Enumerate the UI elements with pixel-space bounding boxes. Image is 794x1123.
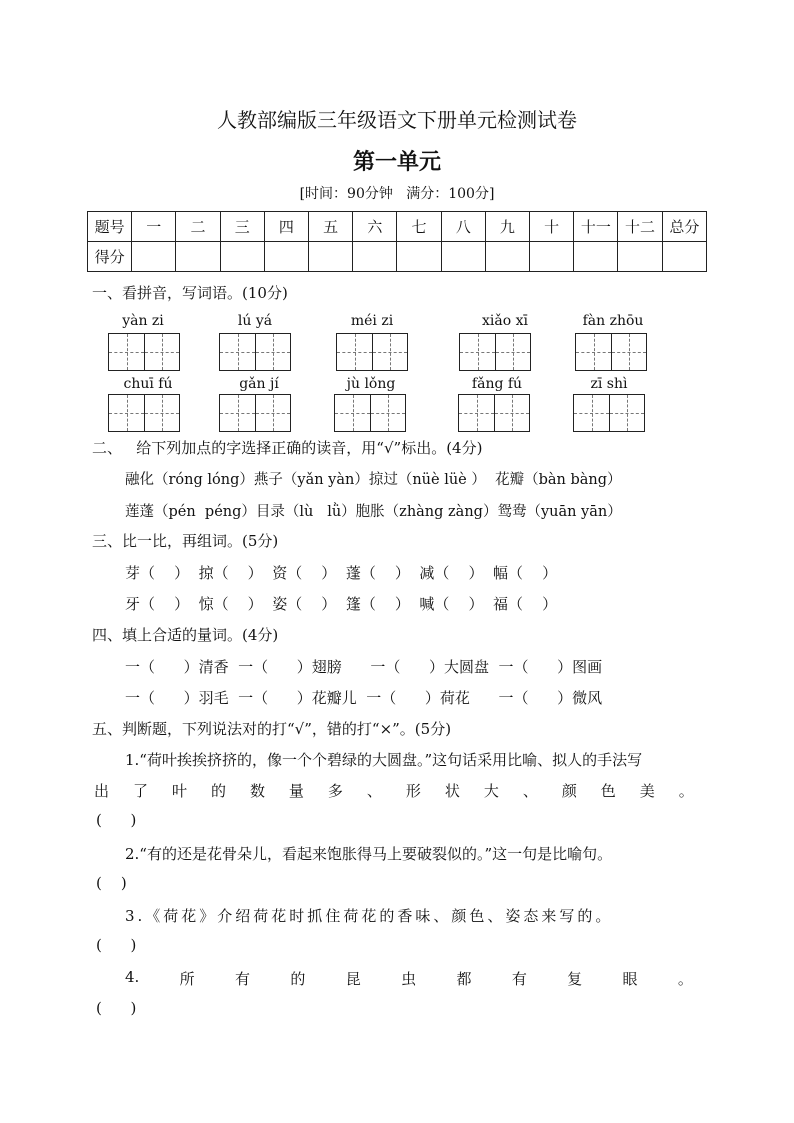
q5-item-3-text: 3.《荷花》介绍荷花时抓住荷花的香味、颜色、姿态来写的。 (125, 907, 614, 925)
writing-grid[interactable] (575, 333, 647, 371)
score-input-cell[interactable] (220, 242, 264, 272)
q5-item-1-answer-paren[interactable]: ( ) (96, 811, 137, 829)
pinyin-label: lú yá (237, 313, 273, 329)
q2-title: 二、 给下列加点的字选择正确的读音，用“√”标出。(4分) (92, 439, 483, 457)
char: 4. (125, 968, 140, 986)
pinyin-label: gǎn jí (239, 376, 279, 392)
q4-title: 四、填上合适的量词。(4分) (92, 626, 279, 644)
q5-item-3-answer-paren[interactable]: ( ) (96, 936, 137, 954)
char: 的 (210, 782, 226, 800)
score-input-cell[interactable] (264, 242, 308, 272)
score-header-cell: 一 (132, 212, 176, 242)
score-header-cell: 三 (220, 212, 264, 242)
char: 色 (600, 782, 616, 800)
score-input-cell[interactable] (353, 242, 397, 272)
char: 了 (132, 782, 148, 800)
writing-grid[interactable] (108, 394, 180, 432)
q4-line-2: 一（ ）羽毛 一（ ）花瓣儿 一（ ）荷花 一（ ）微风 (125, 689, 603, 707)
pinyin-label: fàn zhōu (582, 313, 644, 329)
char: 、 (366, 782, 382, 800)
char: 状 (444, 782, 460, 800)
char: 有 (235, 970, 251, 988)
writing-grid[interactable] (573, 394, 645, 432)
score-header-cell: 八 (441, 212, 485, 242)
unit-title: 第一单元 (352, 149, 441, 175)
writing-grid[interactable] (219, 333, 291, 371)
score-table-header-row (88, 212, 707, 242)
score-header-cell: 七 (397, 212, 441, 242)
score-header-cell: 六 (353, 212, 397, 242)
char: 数 (249, 782, 265, 800)
q5-item-2-text: 2.“有的还是花骨朵儿，看起来饱胀得马上要破裂似的。”这一句是比喻句。 (125, 845, 613, 863)
q3-line-1: 芽（ ） 掠（ ） 资（ ） 蓬（ ） 减（ ） 幅（ ） (125, 564, 558, 582)
score-header-cell: 五 (309, 212, 353, 242)
char: 所 (179, 970, 195, 988)
q5-item-4-text (125, 968, 693, 989)
writing-grid[interactable] (334, 394, 406, 432)
writing-grid[interactable] (219, 394, 291, 432)
score-header-cell: 十二 (618, 212, 662, 242)
writing-grid[interactable] (459, 333, 531, 371)
q1-title: 一、看拼音，写词语。(10分) (92, 284, 288, 302)
q5-item-1-continuation (94, 780, 694, 801)
score-input-cell[interactable] (176, 242, 220, 272)
q3-title: 三、比一比，再组词。(5分) (92, 532, 279, 550)
q3-line-2: 牙（ ） 惊（ ） 姿（ ） 篷（ ） 喊（ ） 福（ ） (125, 595, 558, 613)
char: 叶 (171, 782, 187, 800)
score-input-cell[interactable] (574, 242, 618, 272)
pinyin-label: zī shì (590, 376, 628, 392)
char: 的 (290, 970, 306, 988)
score-header-cell: 题号 (88, 212, 132, 242)
score-input-cell[interactable] (530, 242, 574, 272)
writing-grid[interactable] (336, 333, 408, 371)
char: 。 (677, 970, 693, 988)
score-table (87, 211, 707, 272)
pinyin-label: chuī fú (123, 376, 173, 392)
score-header-cell: 十一 (574, 212, 618, 242)
q5-item-4-answer-paren[interactable]: ( ) (96, 999, 137, 1017)
q4-line-1: 一（ ）清香 一（ ）翅膀 一（ ）大圆盘 一（ ）图画 (125, 658, 603, 676)
char: 形 (405, 782, 421, 800)
pinyin-label: méi zi (350, 313, 394, 329)
pinyin-label: xiǎo xī (482, 313, 528, 329)
writing-grid[interactable] (458, 394, 530, 432)
char: 眼 (622, 970, 638, 988)
char: 都 (456, 970, 472, 988)
score-input-cell[interactable] (132, 242, 176, 272)
char: 多 (327, 782, 343, 800)
char: 量 (288, 782, 304, 800)
score-header-cell: 九 (485, 212, 529, 242)
score-row-label: 得分 (88, 242, 132, 272)
char: 复 (567, 970, 583, 988)
char: 颜 (561, 782, 577, 800)
char: 虫 (401, 970, 417, 988)
score-input-cell[interactable] (662, 242, 706, 272)
q2-line-1: 融化（róng lóng）燕子（yǎn yàn）掠过（nüè lüè ） 花瓣（bàn bàng） (125, 472, 622, 488)
pinyin-label: yàn zi (122, 313, 164, 329)
pinyin-label: fǎng fú (471, 376, 523, 392)
q5-item-2-answer-paren[interactable]: ( ) (96, 874, 127, 892)
writing-grid[interactable] (108, 333, 180, 371)
score-input-cell[interactable] (441, 242, 485, 272)
time-info: [时间：90分钟 满分：100分] (299, 186, 495, 202)
q5-item-1-text: 1.“荷叶挨挨挤挤的，像一个个碧绿的大圆盘。”这句话采用比喻、拟人的手法写 (125, 751, 643, 769)
score-table-score-row (88, 242, 707, 272)
score-header-cell: 十 (530, 212, 574, 242)
char: 。 (678, 782, 694, 800)
pinyin-label: jù lǒng (346, 376, 396, 392)
score-input-cell[interactable] (309, 242, 353, 272)
char: 有 (511, 970, 527, 988)
char: 大 (483, 782, 499, 800)
score-input-cell[interactable] (397, 242, 441, 272)
q2-line-2: 莲蓬（pén péng）目录（lù lǜ）胞胀（zhàng zàng）鸳鸯（yuān yān） (125, 504, 622, 520)
score-header-cell: 四 (264, 212, 308, 242)
score-input-cell[interactable] (618, 242, 662, 272)
score-header-cell: 二 (176, 212, 220, 242)
paper-title: 人教部编版三年级语文下册单元检测试卷 (217, 108, 577, 132)
score-header-cell: 总分 (662, 212, 706, 242)
char: 出 (94, 782, 110, 800)
char: 美 (639, 782, 655, 800)
score-input-cell[interactable] (485, 242, 529, 272)
char: 昆 (345, 970, 361, 988)
q5-title: 五、判断题，下列说法对的打“√”，错的打“×”。(5分) (92, 720, 452, 738)
char: 、 (522, 782, 538, 800)
